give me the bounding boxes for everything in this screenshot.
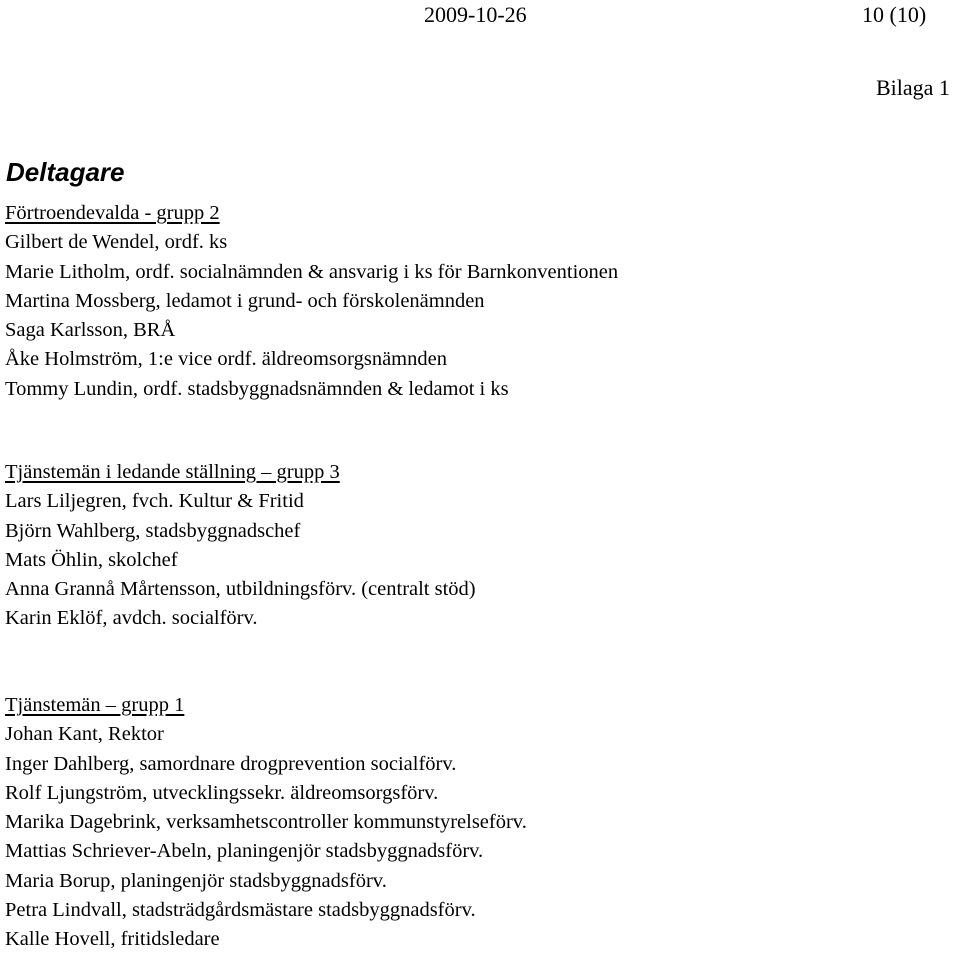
section-heading: Tjänstemän – grupp 1 (5, 694, 185, 716)
section-officials-group-1 (5, 691, 527, 955)
list-item: Marika Dagebrink, verksamhetscontroller kommunstyrelseförv. (5, 811, 527, 834)
document-title: Deltagare (6, 157, 125, 187)
list-item: Åke Holmström, 1:e vice ordf. äldreomsorgsnämnden (5, 348, 447, 371)
list-item: Maria Borup, planingenjör stadsbyggnadsförv. (5, 869, 387, 892)
list-item: Martina Mossberg, ledamot i grund- och förskolenämnden (5, 289, 485, 312)
list-item: Mats Öhlin, skolchef (5, 548, 178, 571)
list-item: Karin Eklöf, avdch. socialförv. (5, 607, 258, 630)
section-senior-officials (5, 458, 476, 634)
list-item: Anna Grannå Mårtensson, utbildningsförv. (centralt stöd) (5, 578, 476, 601)
list-item: Petra Lindvall, stadsträdgårdsmästare stadsbyggnadsförv. (5, 899, 476, 922)
section-heading: Tjänstemän i ledande ställning – grupp 3 (5, 461, 340, 483)
list-item: Johan Kant, Rektor (5, 723, 164, 746)
list-item: Saga Karlsson, BRÅ (5, 319, 176, 342)
list-item: Gilbert de Wendel, ordf. ks (5, 231, 228, 254)
list-item: Inger Dahlberg, samordnare drogprevention socialförv. (5, 752, 457, 775)
list-item: Tommy Lundin, ordf. stadsbyggnadsnämnden & ledamot i ks (5, 377, 509, 400)
section-elected-officials (5, 199, 618, 404)
section-heading: Förtroendevalda - grupp 2 (5, 202, 220, 224)
list-item: Mattias Schriever-Abeln, planingenjör stadsbyggnadsförv. (5, 840, 484, 863)
header-appendix-label: Bilaga 1 (876, 75, 950, 100)
list-item: Rolf Ljungström, utvecklingssekr. äldreomsorgsförv. (5, 781, 439, 804)
header-page-number: 10 (10) (862, 2, 927, 27)
list-item: Marie Litholm, ordf. socialnämnden & ansvarig i ks för Barnkonventionen (5, 260, 619, 283)
list-item: Lars Liljegren, fvch. Kultur & Fritid (5, 490, 304, 513)
header-date: 2009-10-26 (424, 2, 527, 27)
list-item: Björn Wahlberg, stadsbyggnadschef (5, 519, 301, 542)
list-item: Kalle Hovell, fritidsledare (5, 928, 220, 951)
